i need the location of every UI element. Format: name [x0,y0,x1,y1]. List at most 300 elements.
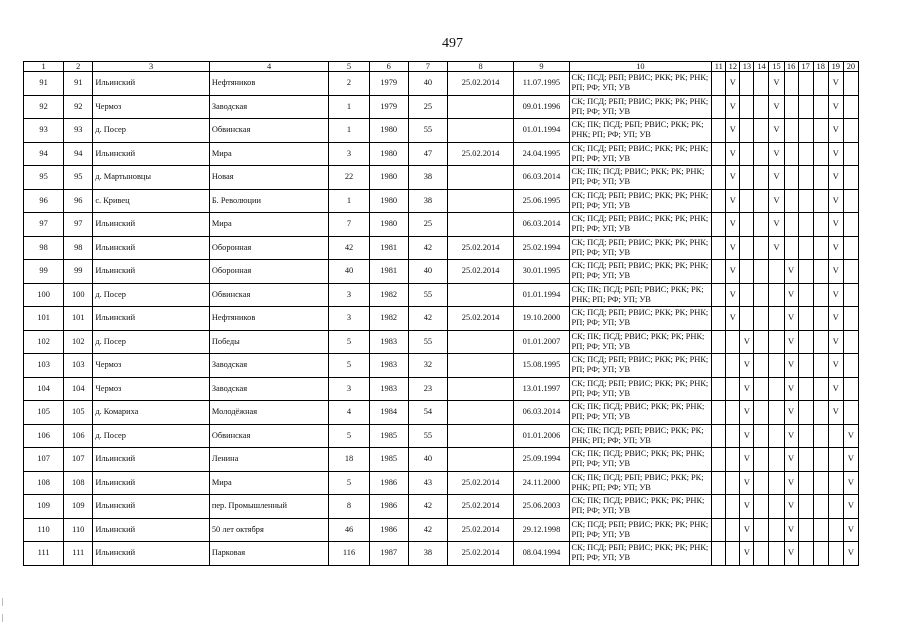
check-mark-cell: V [828,307,843,331]
check-mark-cell [828,424,843,448]
check-mark-cell [784,189,798,213]
house-number-cell: 3 [329,283,369,307]
registration-date-cell: 01.01.1994 [514,119,569,143]
object-number: 94 [64,142,93,166]
check-mark-cell [798,448,813,472]
table-row [24,424,859,448]
check-mark-cell: V [726,213,740,237]
wear-percent-cell: 32 [408,354,447,378]
row-number: 103 [24,354,64,378]
check-mark-cell [798,283,813,307]
row-number: 109 [24,495,64,519]
check-mark-cell [813,542,828,566]
survey-date-cell: 25.02.2014 [447,142,513,166]
row-number: 107 [24,448,64,472]
check-mark-cell [798,377,813,401]
survey-date-cell [447,166,513,190]
table-body [24,72,859,566]
check-mark-cell: V [784,495,798,519]
check-mark-cell [813,119,828,143]
check-mark-cell [769,471,784,495]
check-mark-cell [843,283,858,307]
settlement-cell: Ильинский [93,260,210,284]
column-number-header: 9 [514,62,569,72]
check-mark-cell [798,260,813,284]
row-number: 102 [24,330,64,354]
check-mark-cell [813,283,828,307]
settlement-cell: д. Комариха [93,401,210,425]
object-number: 110 [64,518,93,542]
house-number-cell: 42 [329,236,369,260]
table-row [24,330,859,354]
build-year-cell: 1982 [369,307,408,331]
check-mark-cell [769,260,784,284]
check-mark-cell [798,72,813,96]
column-number-header: 5 [329,62,369,72]
check-mark-cell [712,448,726,472]
check-mark-cell [843,307,858,331]
survey-date-cell: 25.02.2014 [447,471,513,495]
check-mark-cell [828,448,843,472]
wear-percent-cell: 55 [408,424,447,448]
check-mark-cell: V [784,518,798,542]
object-number: 104 [64,377,93,401]
wear-percent-cell: 38 [408,542,447,566]
check-mark-cell [843,213,858,237]
check-mark-cell: V [769,236,784,260]
check-mark-cell [754,471,769,495]
table-row [24,236,859,260]
column-number-header: 8 [447,62,513,72]
check-mark-cell [754,213,769,237]
survey-date-cell: 25.02.2014 [447,307,513,331]
settlement-cell: д. Посер [93,330,210,354]
check-mark-cell [740,283,754,307]
check-mark-cell [784,213,798,237]
check-mark-cell [726,518,740,542]
check-mark-cell [798,542,813,566]
column-number-header: 12 [726,62,740,72]
check-mark-cell: V [784,448,798,472]
column-number-header: 1 [24,62,64,72]
build-year-cell: 1980 [369,119,408,143]
services-cell: СК; ПСД; РБП; РВИС; РКК; РК; РНК; РП; РФ; УП; УВ [569,542,712,566]
survey-date-cell: 25.02.2014 [447,495,513,519]
column-number-header: 7 [408,62,447,72]
check-mark-cell: V [828,283,843,307]
check-mark-cell [769,542,784,566]
table-row [24,213,859,237]
build-year-cell: 1982 [369,283,408,307]
check-mark-cell [754,72,769,96]
registration-date-cell: 25.06.1995 [514,189,569,213]
survey-date-cell: 25.02.2014 [447,72,513,96]
check-mark-cell [712,495,726,519]
check-mark-cell [813,354,828,378]
wear-percent-cell: 55 [408,330,447,354]
settlement-cell: д. Посер [93,119,210,143]
check-mark-cell [769,401,784,425]
table-row [24,307,859,331]
column-number-header: 2 [64,62,93,72]
check-mark-cell [754,495,769,519]
check-mark-cell [712,471,726,495]
registration-date-cell: 08.04.1994 [514,542,569,566]
survey-date-cell: 25.02.2014 [447,542,513,566]
house-number-cell: 5 [329,471,369,495]
column-number-header: 14 [754,62,769,72]
check-mark-cell [813,518,828,542]
check-mark-cell [828,518,843,542]
check-mark-cell [843,72,858,96]
check-mark-cell: V [828,95,843,119]
check-mark-cell: V [740,330,754,354]
build-year-cell: 1985 [369,448,408,472]
street-cell: Победы [209,330,329,354]
column-number-header: 13 [740,62,754,72]
services-cell: СК; ПСД; РБП; РВИС; РКК; РК; РНК; РП; РФ; УП; УВ [569,236,712,260]
build-year-cell: 1986 [369,518,408,542]
settlement-cell: Чермоз [93,354,210,378]
check-mark-cell: V [828,213,843,237]
check-mark-cell: V [726,72,740,96]
page-number: 497 [442,36,463,51]
registration-date-cell: 25.09.1994 [514,448,569,472]
check-mark-cell: V [769,213,784,237]
build-year-cell: 1981 [369,236,408,260]
check-mark-cell [712,236,726,260]
object-number: 103 [64,354,93,378]
check-mark-cell [828,542,843,566]
check-mark-cell [740,189,754,213]
wear-percent-cell: 55 [408,283,447,307]
settlement-cell: Ильинский [93,307,210,331]
object-number: 99 [64,260,93,284]
check-mark-cell [843,236,858,260]
check-mark-cell [740,95,754,119]
row-number: 105 [24,401,64,425]
check-mark-cell: V [784,354,798,378]
settlement-cell: Ильинский [93,236,210,260]
column-number-header: 10 [569,62,712,72]
row-number: 98 [24,236,64,260]
wear-percent-cell: 42 [408,307,447,331]
survey-date-cell [447,330,513,354]
table-row [24,189,859,213]
check-mark-cell [784,119,798,143]
check-mark-cell [813,166,828,190]
row-number: 110 [24,518,64,542]
check-mark-cell [740,307,754,331]
table-row [24,166,859,190]
survey-date-cell [447,448,513,472]
build-year-cell: 1985 [369,424,408,448]
services-cell: СК; ПК; ПСД; РБП; РВИС; РКК; РК; РНК; РП; РФ; УП; УВ [569,119,712,143]
registration-date-cell: 11.07.1995 [514,72,569,96]
house-number-cell: 4 [329,401,369,425]
house-number-cell: 18 [329,448,369,472]
services-cell: СК; ПК; ПСД; РБП; РВИС; РКК; РК; РНК; РП; РФ; УП; УВ [569,424,712,448]
object-number: 95 [64,166,93,190]
services-cell: СК; ПСД; РБП; РВИС; РКК; РК; РНК; РП; РФ; УП; УВ [569,72,712,96]
check-mark-cell: V [740,495,754,519]
registration-date-cell: 29.12.1998 [514,518,569,542]
wear-percent-cell: 42 [408,495,447,519]
check-mark-cell: V [726,307,740,331]
registration-date-cell: 06.03.2014 [514,401,569,425]
check-mark-cell [784,236,798,260]
check-mark-cell [754,142,769,166]
wear-percent-cell: 55 [408,119,447,143]
house-number-cell: 5 [329,354,369,378]
check-mark-cell [712,307,726,331]
check-mark-cell [813,260,828,284]
check-mark-cell [813,142,828,166]
check-mark-cell: V [784,401,798,425]
row-number: 106 [24,424,64,448]
house-number-cell: 8 [329,495,369,519]
check-mark-cell [754,354,769,378]
check-mark-cell [740,213,754,237]
check-mark-cell [769,330,784,354]
house-number-cell: 5 [329,424,369,448]
check-mark-cell: V [843,448,858,472]
check-mark-cell [813,424,828,448]
street-cell: Оборонная [209,236,329,260]
house-number-cell: 3 [329,142,369,166]
check-mark-cell [828,471,843,495]
check-mark-cell [712,401,726,425]
check-mark-cell: V [740,424,754,448]
settlement-cell: д. Посер [93,424,210,448]
check-mark-cell: V [828,236,843,260]
registration-date-cell: 06.03.2014 [514,166,569,190]
check-mark-cell [712,142,726,166]
check-mark-cell [712,377,726,401]
check-mark-cell [769,495,784,519]
services-cell: СК; ПК; ПСД; РБП; РВИС; РКК; РК; РНК; РП; РФ; УП; УВ [569,283,712,307]
table-row [24,377,859,401]
check-mark-cell [828,495,843,519]
check-mark-cell: V [843,471,858,495]
survey-date-cell [447,119,513,143]
check-mark-cell [712,260,726,284]
check-mark-cell [726,424,740,448]
check-mark-cell [754,424,769,448]
check-mark-cell: V [784,307,798,331]
column-number-header: 18 [813,62,828,72]
check-mark-cell [784,166,798,190]
registration-date-cell: 13.01.1997 [514,377,569,401]
services-cell: СК; ПСД; РБП; РВИС; РКК; РК; РНК; РП; РФ; УП; УВ [569,377,712,401]
check-mark-cell: V [726,119,740,143]
table-row [24,283,859,307]
build-year-cell: 1983 [369,330,408,354]
wear-percent-cell: 23 [408,377,447,401]
object-number: 106 [64,424,93,448]
table-row [24,542,859,566]
check-mark-cell [813,189,828,213]
services-cell: СК; ПСД; РБП; РВИС; РКК; РК; РНК; РП; РФ; УП; УВ [569,189,712,213]
house-number-cell: 7 [329,213,369,237]
services-cell: СК; ПК; ПСД; РБП; РВИС; РКК; РК; РНК; РП; РФ; УП; УВ [569,471,712,495]
row-number: 104 [24,377,64,401]
check-mark-cell: V [828,401,843,425]
check-mark-cell: V [784,542,798,566]
services-cell: СК; ПСД; РБП; РВИС; РКК; РК; РНК; РП; РФ; УП; УВ [569,142,712,166]
registration-date-cell: 25.02.1994 [514,236,569,260]
survey-date-cell [447,354,513,378]
street-cell: Заводская [209,354,329,378]
table-row [24,518,859,542]
survey-date-cell [447,401,513,425]
table-row [24,495,859,519]
check-mark-cell: V [828,142,843,166]
check-mark-cell [726,401,740,425]
settlement-cell: Чермоз [93,377,210,401]
column-number-header: 20 [843,62,858,72]
build-year-cell: 1986 [369,495,408,519]
settlement-cell: Ильинский [93,542,210,566]
check-mark-cell [726,448,740,472]
registration-date-cell: 30.01.1995 [514,260,569,284]
settlement-cell: Ильинский [93,495,210,519]
settlement-cell: Ильинский [93,518,210,542]
house-number-cell: 1 [329,189,369,213]
check-mark-cell: V [828,330,843,354]
check-mark-cell: V [769,95,784,119]
column-number-row [24,62,859,72]
row-number: 111 [24,542,64,566]
check-mark-cell [769,354,784,378]
street-cell: Ленина [209,448,329,472]
column-number-header: 3 [93,62,210,72]
street-cell: Нефтяников [209,307,329,331]
check-mark-cell [754,260,769,284]
street-cell: Заводская [209,377,329,401]
check-mark-cell: V [769,72,784,96]
check-mark-cell [843,354,858,378]
check-mark-cell: V [726,95,740,119]
object-number: 105 [64,401,93,425]
registration-date-cell: 01.01.1994 [514,283,569,307]
wear-percent-cell: 43 [408,471,447,495]
check-mark-cell [813,377,828,401]
check-mark-cell [784,95,798,119]
column-number-header: 19 [828,62,843,72]
check-mark-cell: V [843,542,858,566]
check-mark-cell [754,283,769,307]
wear-percent-cell: 40 [408,448,447,472]
check-mark-cell [798,401,813,425]
check-mark-cell [726,471,740,495]
check-mark-cell [754,166,769,190]
check-mark-cell: V [784,260,798,284]
check-mark-cell [726,542,740,566]
object-number: 97 [64,213,93,237]
build-year-cell: 1979 [369,95,408,119]
check-mark-cell [769,283,784,307]
build-year-cell: 1980 [369,213,408,237]
check-mark-cell: V [769,166,784,190]
house-number-cell: 5 [329,330,369,354]
services-cell: СК; ПСД; РБП; РВИС; РКК; РК; РНК; РП; РФ; УП; УВ [569,260,712,284]
check-mark-cell [843,119,858,143]
check-mark-cell [798,307,813,331]
survey-date-cell [447,283,513,307]
check-mark-cell: V [740,448,754,472]
check-mark-cell [740,236,754,260]
table-row [24,448,859,472]
registration-date-cell: 06.03.2014 [514,213,569,237]
table-row [24,260,859,284]
check-mark-cell [798,424,813,448]
house-number-cell: 2 [329,72,369,96]
registration-date-cell: 25.06.2003 [514,495,569,519]
check-mark-cell: V [769,119,784,143]
object-number: 96 [64,189,93,213]
check-mark-cell: V [843,518,858,542]
check-mark-cell [740,72,754,96]
check-mark-cell: V [828,119,843,143]
check-mark-cell [712,542,726,566]
check-mark-cell [784,72,798,96]
scan-edge-mark [2,614,3,622]
services-cell: СК; ПК; ПСД; РВИС; РКК; РК; РНК; РП; РФ; УП; УВ [569,401,712,425]
check-mark-cell [769,518,784,542]
table-row [24,72,859,96]
column-number-header: 11 [712,62,726,72]
check-mark-cell [726,354,740,378]
table-row [24,119,859,143]
services-cell: СК; ПК; ПСД; РВИС; РКК; РК; РНК; РП; РФ; УП; УВ [569,495,712,519]
check-mark-cell: V [769,189,784,213]
street-cell: Оборонная [209,260,329,284]
services-cell: СК; ПК; ПСД; РВИС; РКК; РК; РНК; РП; РФ; УП; УВ [569,330,712,354]
build-year-cell: 1980 [369,142,408,166]
check-mark-cell [798,495,813,519]
check-mark-cell [712,189,726,213]
build-year-cell: 1983 [369,377,408,401]
check-mark-cell [798,95,813,119]
check-mark-cell [784,142,798,166]
column-number-header: 4 [209,62,329,72]
table-row [24,95,859,119]
check-mark-cell: V [740,518,754,542]
check-mark-cell: V [769,142,784,166]
check-mark-cell [843,260,858,284]
settlement-cell: Ильинский [93,448,210,472]
object-number: 91 [64,72,93,96]
build-year-cell: 1979 [369,72,408,96]
check-mark-cell [798,166,813,190]
check-mark-cell [843,95,858,119]
check-mark-cell: V [740,542,754,566]
services-cell: СК; ПК; ПСД; РВИС; РКК; РК; РНК; РП; РФ; УП; УВ [569,166,712,190]
street-cell: Нефтяников [209,72,329,96]
services-cell: СК; ПСД; РБП; РВИС; РКК; РК; РНК; РП; РФ; УП; УВ [569,213,712,237]
row-number: 94 [24,142,64,166]
street-cell: Обвинская [209,424,329,448]
check-mark-cell [712,330,726,354]
check-mark-cell: V [784,424,798,448]
settlement-cell: Ильинский [93,72,210,96]
check-mark-cell [740,260,754,284]
row-number: 92 [24,95,64,119]
services-cell: СК; ПСД; РБП; РВИС; РКК; РК; РНК; РП; РФ; УП; УВ [569,518,712,542]
check-mark-cell [769,424,784,448]
build-year-cell: 1981 [369,260,408,284]
